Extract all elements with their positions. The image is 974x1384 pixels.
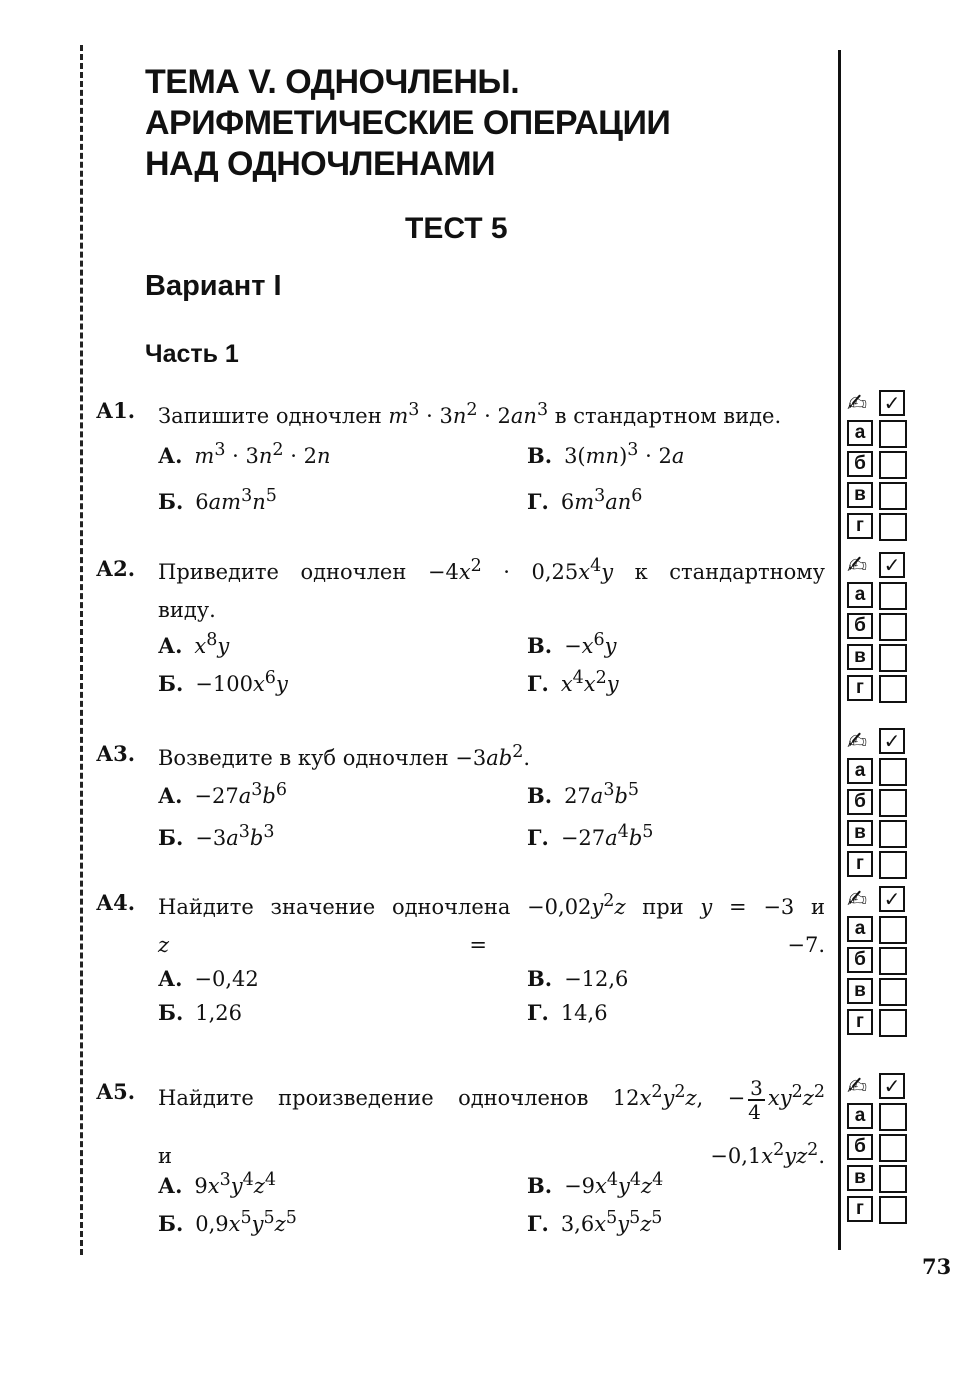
option-g[interactable]: Г. 14,6 [527, 1000, 608, 1025]
answer-letter: б [847, 613, 873, 639]
checkmark-icon: ✓ [879, 1073, 905, 1099]
answer-row [845, 673, 915, 704]
question-text: Приведите одночлен $-4x^2 \cdot 0,25x^4y$ к стандартному виду. [158, 556, 825, 622]
answer-row [845, 642, 915, 673]
pen-icon: ✍ [847, 551, 868, 579]
answer-checkbox[interactable] [879, 613, 907, 641]
answer-letter: б [847, 947, 873, 973]
option-g[interactable]: Г. $x^4x^2y$ [527, 668, 619, 696]
answer-letter: в [847, 978, 873, 1004]
answer-row [845, 611, 915, 642]
answer-letter: б [847, 1134, 873, 1160]
checkmark-icon: ✓ [879, 886, 905, 912]
pen-icon: ✍ [847, 1072, 868, 1100]
part-heading: Часть 1 [145, 340, 239, 368]
option-a[interactable]: А. $-27a^3b^6$ [158, 780, 288, 808]
pen-icon: ✍ [847, 389, 868, 417]
answer-row [845, 1132, 915, 1163]
answer-letter: в [847, 644, 873, 670]
question-text: Запишите одночлен $m^3 \cdot 3n^2 \cdot 2an^3$ в стандартном виде. [158, 400, 782, 428]
option-v[interactable]: В. $-9x^4y^4z^4$ [527, 1170, 664, 1198]
answer-row [845, 1194, 915, 1225]
answer-letter: г [847, 675, 873, 701]
answer-letter: а [847, 1103, 873, 1129]
answer-letter: б [847, 789, 873, 815]
answer-row [845, 945, 915, 976]
answer-letter: г [847, 1196, 873, 1222]
question-number: А2. [96, 556, 136, 581]
variant-heading: Вариант I [145, 270, 282, 302]
answer-checkbox[interactable] [879, 1009, 907, 1037]
answer-block-a2 [845, 552, 915, 704]
answer-letter: в [847, 482, 873, 508]
pen-icon: ✍ [847, 885, 868, 913]
page-number: 73 [922, 1254, 952, 1279]
answer-checkbox[interactable] [879, 1196, 907, 1224]
answer-letter: г [847, 1009, 873, 1035]
answer-row [845, 511, 915, 542]
answer-row [845, 914, 915, 945]
option-b[interactable]: Б. $-100x^6y$ [158, 668, 288, 696]
answer-header [845, 1073, 915, 1101]
answer-header [845, 886, 915, 914]
answer-letter: г [847, 851, 873, 877]
answer-block-a3 [845, 728, 915, 880]
answer-row [845, 976, 915, 1007]
option-g[interactable]: Г. $3,6x^5y^5z^5$ [527, 1208, 663, 1236]
answer-column-divider [838, 50, 841, 1250]
option-v[interactable]: В. $27a^3b^5$ [527, 780, 640, 808]
question-text: Найдите значение одночлена $-0,02y^2z$ при y = −3 и z = −7. [158, 891, 826, 957]
option-a[interactable]: А. $9x^3y^4z^4$ [158, 1170, 277, 1198]
answer-checkbox[interactable] [879, 789, 907, 817]
answer-letter: в [847, 820, 873, 846]
answer-checkbox[interactable] [879, 644, 907, 672]
question-text: Найдите произведение одночленов $12x^2y^2z$, − $\frac{3}{4}$ $xy^2z^2$ $и -0,1x^2yz^2$. [158, 1075, 825, 1168]
answer-letter: а [847, 916, 873, 942]
answer-block-a1 [845, 390, 915, 542]
answer-row [845, 1007, 915, 1038]
answer-checkbox[interactable] [879, 1134, 907, 1162]
answer-checkbox[interactable] [879, 978, 907, 1006]
answer-checkbox[interactable] [879, 482, 907, 510]
answer-header [845, 728, 915, 756]
answer-row [845, 787, 915, 818]
answer-checkbox[interactable] [879, 758, 907, 786]
answer-row [845, 1163, 915, 1194]
topic-title-line: АРИФМЕТИЧЕСКИЕ ОПЕРАЦИИ [145, 104, 671, 142]
answer-row [845, 480, 915, 511]
option-a[interactable]: А. $m^3 \cdot 3n^2 \cdot 2n$ [158, 440, 331, 468]
option-a[interactable]: А. $x^8y$ [158, 630, 230, 658]
answer-letter: б [847, 451, 873, 477]
checkmark-icon: ✓ [879, 552, 905, 578]
answer-row [845, 418, 915, 449]
topic-title [145, 62, 670, 185]
pen-icon: ✍ [847, 727, 868, 755]
answer-letter: а [847, 758, 873, 784]
question-text: Возведите в куб одночлен $-3ab^2$. [158, 742, 531, 770]
option-b[interactable]: Б. $-3a^3b^3$ [158, 822, 275, 850]
option-b[interactable]: Б. $0,9x^5y^5z^5$ [158, 1208, 297, 1236]
answer-checkbox[interactable] [879, 675, 907, 703]
question-number: А5. [96, 1079, 136, 1104]
answer-checkbox[interactable] [879, 1103, 907, 1131]
answer-checkbox[interactable] [879, 451, 907, 479]
option-v[interactable]: В. 3(mn)$^3$ · 2a [527, 440, 685, 468]
option-v[interactable]: В. −12,6 [527, 966, 629, 991]
answer-block-a5 [845, 1073, 915, 1225]
answer-row [845, 1101, 915, 1132]
topic-title-line: ТЕМА V. ОДНОЧЛЕНЫ. [145, 63, 520, 101]
option-b[interactable]: Б. $6am^3n^5$ [158, 486, 277, 514]
option-g[interactable]: Г. $6m^3an^6$ [527, 486, 643, 514]
answer-row [845, 580, 915, 611]
checkmark-icon: ✓ [879, 390, 905, 416]
answer-checkbox[interactable] [879, 1165, 907, 1193]
question-number: А3. [96, 741, 136, 766]
topic-title-line: НАД ОДНОЧЛЕНАМИ [145, 145, 496, 183]
option-v[interactable]: В. $-x^6y$ [527, 630, 617, 658]
answer-row [845, 818, 915, 849]
answer-checkbox[interactable] [879, 851, 907, 879]
checkmark-icon: ✓ [879, 728, 905, 754]
answer-checkbox[interactable] [879, 916, 907, 944]
cut-line [80, 45, 83, 1255]
question-number: А1. [96, 398, 136, 423]
answer-row [845, 449, 915, 480]
answer-header [845, 552, 915, 580]
answer-letter: а [847, 582, 873, 608]
answer-letter: г [847, 513, 873, 539]
answer-row [845, 756, 915, 787]
answer-header [845, 390, 915, 418]
answer-checkbox[interactable] [879, 820, 907, 848]
answer-checkbox[interactable] [879, 513, 907, 541]
option-g[interactable]: Г. $-27a^4b^5$ [527, 822, 654, 850]
answer-letter: в [847, 1165, 873, 1191]
test-title: ТЕСТ 5 [405, 212, 508, 245]
answer-row [845, 849, 915, 880]
question-number: А4. [96, 890, 136, 915]
answer-checkbox[interactable] [879, 420, 907, 448]
answer-checkbox[interactable] [879, 947, 907, 975]
answer-block-a4 [845, 886, 915, 1038]
answer-checkbox[interactable] [879, 582, 907, 610]
option-b[interactable]: Б. 1,26 [158, 1000, 243, 1025]
answer-letter: а [847, 420, 873, 446]
option-a[interactable]: А. −0,42 [158, 966, 259, 991]
